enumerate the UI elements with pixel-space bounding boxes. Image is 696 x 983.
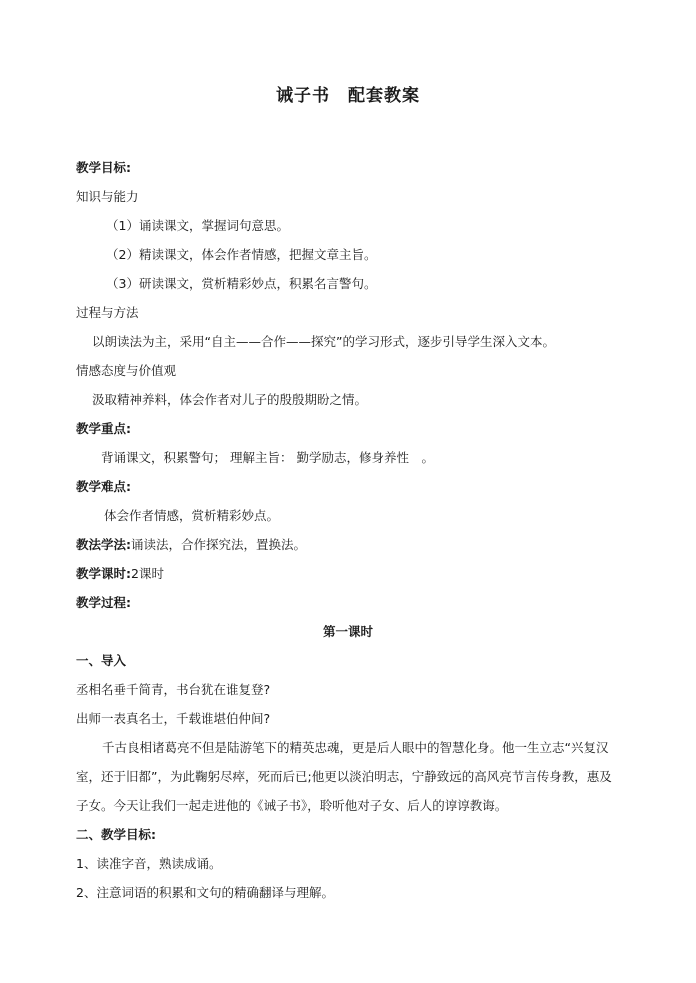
key-points-text: 背诵课文，积累警句； 理解主旨： 勤学励志，修身养性 。 (101, 450, 434, 465)
key-points-heading: 教学重点: (76, 421, 131, 436)
teaching-methods-line (76, 539, 306, 552)
lesson-one-heading: 第一课时 (322, 624, 373, 639)
intro-paragraph-line-3: 子女。今天让我们一起走进他的《诫子书》，聆听他对子女、后人的谆谆教诲。 (76, 798, 508, 813)
teaching-methods-text: 诵读法，合作探究法，置换法。 (131, 537, 307, 552)
process-method-text: 以朗读法为主，采用“自主——合作——探究”的学习形式，逐步引导学生深入文本。 (92, 334, 555, 349)
class-hours-text: 2课时 (131, 566, 164, 581)
document-title: 诫子书 配套教案 (276, 86, 420, 106)
teaching-goals-heading: 教学目标: (76, 160, 131, 175)
target-item-1: 1、读准字音，熟读成诵。 (76, 856, 222, 871)
difficulty-text: 体会作者情感，赏析精彩妙点。 (104, 508, 280, 523)
poem-line-2: 出师一表真名士，千载谁堪伯仲间? (76, 711, 271, 726)
process-method-heading: 过程与方法 (76, 305, 139, 320)
class-hours-line (76, 568, 164, 581)
teaching-methods-label: 教法学法: (76, 537, 131, 552)
poem-line-1: 丞相名垂千简青，书台犹在谁复登? (76, 682, 271, 697)
difficulty-heading: 教学难点: (76, 479, 131, 494)
section-intro-heading: 一、导入 (76, 653, 127, 668)
intro-paragraph-line-2: 室，还于旧都”，为此鞠躬尽瘁，死而后已;他更以淡泊明志，宁静致远的高风亮节言传身教，惠及 (76, 769, 612, 784)
goal-item-3: （3）研读课文，赏析精彩妙点，积累名言警句。 (106, 276, 377, 291)
intro-paragraph-line-1: 千古良相诸葛亮不但是陆游笔下的精英忠魂，更是后人眼中的智慧化身。他一生立志“兴复汉 (102, 740, 609, 755)
target-item-2: 2、注意词语的积累和文句的精确翻译与理解。 (76, 885, 334, 900)
class-hours-label: 教学课时: (76, 566, 131, 581)
emotion-values-heading: 情感态度与价值观 (76, 363, 177, 378)
knowledge-ability-heading: 知识与能力 (76, 189, 139, 204)
goal-item-2: （2）精读课文，体会作者情感，把握文章主旨。 (106, 247, 377, 262)
emotion-values-text: 汲取精神养料，体会作者对儿子的殷殷期盼之情。 (92, 392, 368, 407)
section-goals-heading: 二、教学目标: (76, 827, 156, 842)
goal-item-1: （1）诵读课文，掌握词句意思。 (106, 218, 289, 233)
teaching-process-heading: 教学过程: (76, 595, 131, 610)
